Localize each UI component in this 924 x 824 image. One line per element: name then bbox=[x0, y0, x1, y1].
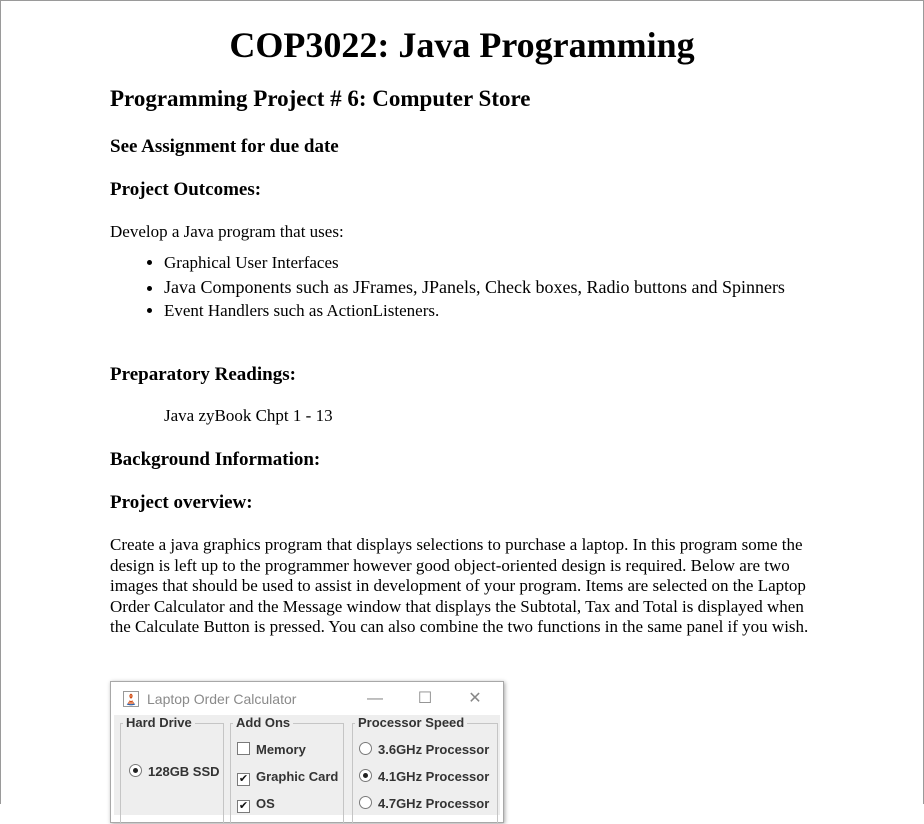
option-label: 4.1GHz Processor bbox=[378, 769, 490, 784]
due-date-note: See Assignment for due date bbox=[110, 136, 339, 157]
option-label: Memory bbox=[256, 742, 306, 757]
readings-heading: Preparatory Readings: bbox=[110, 364, 296, 385]
close-button[interactable]: ✕ bbox=[468, 690, 482, 707]
radio-selected-icon bbox=[129, 764, 142, 777]
hard-drive-group bbox=[120, 715, 224, 824]
dialog-body bbox=[114, 715, 500, 815]
processor-speed-group bbox=[352, 715, 498, 824]
readings-text: Java zyBook Chpt 1 - 13 bbox=[164, 406, 333, 425]
project-title: Programming Project # 6: Computer Store bbox=[110, 86, 531, 111]
overview-paragraph: Create a java graphics program that displays selections to purchase a laptop. In this program some the design is left up to the programmer however good object-oriented design is required. Below are two images that should be used to assist in development of your program. Items are selected on the Laptop Order Calculator and the Message window that displays the Subtotal, Tax and Total is displayed when the Calculate Button is pressed. You can also combine the two functions in the same panel if you wish. bbox=[110, 535, 809, 637]
outcomes-heading: Project Outcomes: bbox=[110, 179, 262, 200]
hard-drive-group-label: Hard Drive bbox=[123, 715, 195, 730]
radio-selected-icon bbox=[359, 769, 372, 782]
outcomes-intro: Develop a Java program that uses: bbox=[110, 222, 344, 241]
option-label: 3.6GHz Processor bbox=[378, 742, 490, 757]
radio-unselected-icon bbox=[359, 742, 372, 755]
course-title: COP3022: Java Programming bbox=[229, 25, 695, 65]
java-app-icon bbox=[123, 691, 139, 707]
maximize-button[interactable]: ☐ bbox=[417, 690, 433, 707]
checkmark-icon: ✔ bbox=[238, 773, 249, 785]
laptop-order-dialog bbox=[110, 681, 504, 823]
option-label: OS bbox=[256, 796, 275, 811]
background-heading: Background Information: bbox=[110, 449, 321, 470]
list-item: • Graphical User Interfaces bbox=[164, 252, 814, 274]
list-item: • Event Handlers such as ActionListeners. bbox=[164, 300, 814, 322]
page-top-border bbox=[0, 0, 924, 1]
overview-heading: Project overview: bbox=[110, 492, 253, 513]
radio-128gb-ssd[interactable] bbox=[129, 764, 220, 779]
outcomes-list bbox=[138, 252, 814, 324]
option-label: 4.7GHz Processor bbox=[378, 796, 490, 811]
dialog-titlebar bbox=[111, 682, 503, 715]
checkbox-unchecked-icon bbox=[237, 742, 250, 755]
add-ons-group-label: Add Ons bbox=[233, 715, 293, 730]
checkmark-icon: ✔ bbox=[238, 800, 249, 812]
checkbox-graphic-card[interactable] bbox=[237, 769, 338, 786]
checkbox-os[interactable] bbox=[237, 796, 275, 813]
radio-4-1ghz[interactable] bbox=[359, 769, 489, 784]
list-item: • Java Components such as JFrames, JPanels, Check boxes, Radio buttons and Spinners bbox=[164, 276, 814, 298]
checkbox-memory[interactable] bbox=[237, 742, 306, 757]
processor-speed-group-label: Processor Speed bbox=[355, 715, 467, 730]
radio-unselected-icon bbox=[359, 796, 372, 809]
option-label: Graphic Card bbox=[256, 769, 339, 784]
add-ons-group bbox=[230, 715, 344, 824]
page-left-border bbox=[0, 0, 1, 804]
minimize-button[interactable]: — bbox=[367, 690, 383, 707]
dialog-title: Laptop Order Calculator bbox=[147, 691, 297, 707]
option-label: 128GB SSD bbox=[148, 764, 220, 779]
radio-3-6ghz[interactable] bbox=[359, 742, 489, 757]
